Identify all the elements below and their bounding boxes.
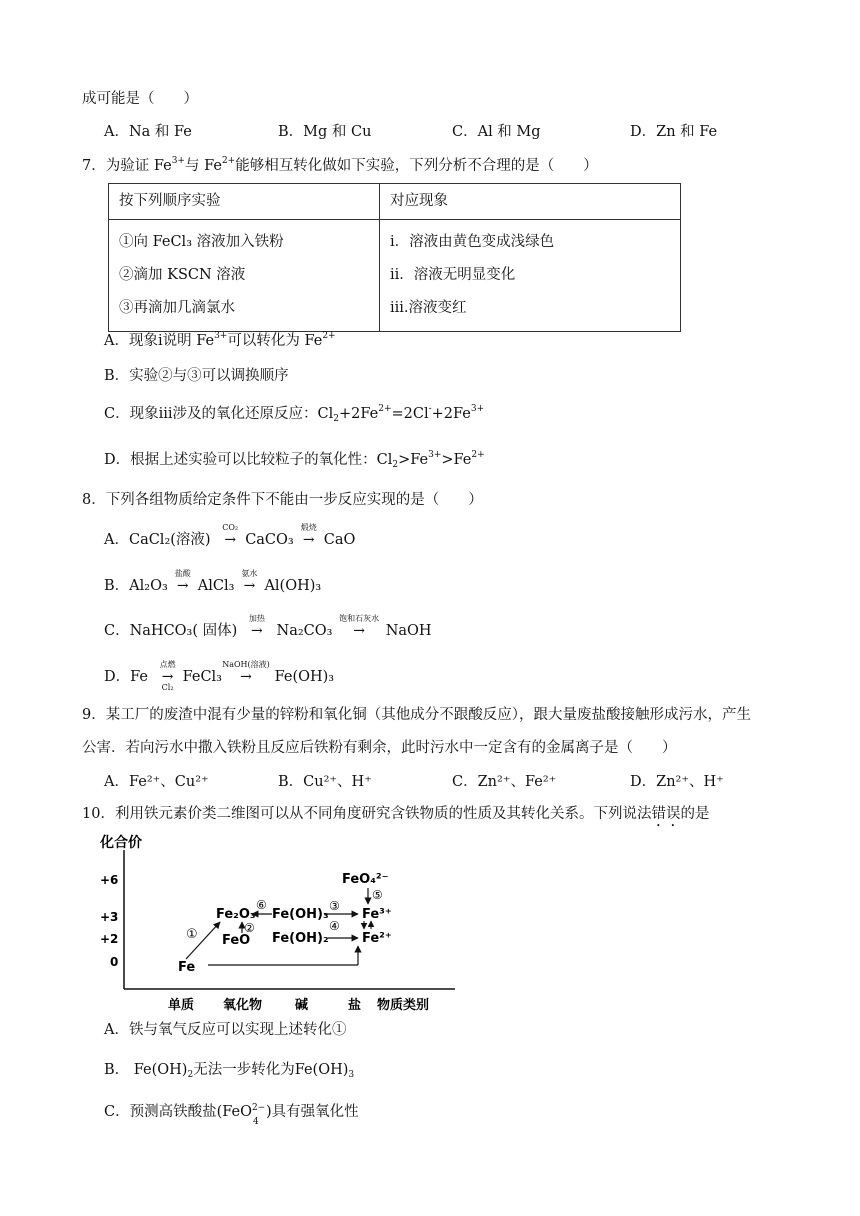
q6-option-a: A．Na 和 Fe bbox=[104, 124, 192, 140]
q8-option-c: C．NaHCO₃( 固体) 加热 → Na₂CO₃ 饱和石灰水 → NaOH bbox=[104, 614, 432, 639]
reaction-arrow: 点燃 → Cl₂ bbox=[159, 660, 176, 692]
species-ferrate: FeO₄²⁻ bbox=[342, 872, 389, 887]
species-fe2o3: Fe₂O₃ bbox=[216, 907, 256, 922]
q8-option-a: A．CaCl₂(溶液) CO₂ → CaCO₃ 煅烧 → CaO bbox=[104, 523, 356, 548]
species-feo: FeO bbox=[222, 933, 251, 948]
q6-option-c: C．Al 和 Mg bbox=[452, 124, 541, 140]
x-axis-title: 物质类别 bbox=[377, 998, 430, 1013]
q8-option-d: D．Fe 点燃 → Cl₂ FeCl₃ NaOH(溶液) → Fe(OH)₃ bbox=[104, 660, 335, 692]
q7-option-b: B．实验②与③可以调换顺序 bbox=[104, 368, 289, 384]
xcat-base: 碱 bbox=[295, 998, 309, 1013]
q7-option-d: D．根据上述实验可以比较粒子的氧化性：$Cl_2>Fe^{3+}>Fe^{2+}$ bbox=[104, 450, 485, 470]
mark-5: ⑤ bbox=[372, 888, 383, 902]
iron-valence-class-diagram bbox=[100, 832, 460, 1014]
reaction-arrow: CO₂ → bbox=[222, 523, 239, 548]
q10-option-c: C．预测高铁酸盐(FeO 2− 4 )具有强氧化性 bbox=[104, 1103, 359, 1127]
q8-stem: 8．下列各组物质给定条件下不能由一步反应实现的是（ ） bbox=[82, 492, 483, 508]
species-fe: Fe bbox=[178, 960, 196, 975]
xcat-salt: 盐 bbox=[348, 998, 362, 1013]
mark-1: ① bbox=[186, 927, 198, 942]
table-header-experiment: 按下列顺序实验 bbox=[109, 184, 380, 220]
q9-option-c: C．Zn²⁺、Fe²⁺ bbox=[452, 774, 557, 790]
continued-question-text: 成可能是（ ） bbox=[82, 91, 198, 107]
q6-option-b: B．Mg 和 Cu bbox=[278, 124, 372, 140]
q7-option-a: A．现象ⅰ说明 $Fe^{3+}$可以转化为 $Fe^{2+}$ bbox=[104, 331, 336, 349]
species-fe3-ion: Fe³⁺ bbox=[362, 907, 392, 922]
q9-option-b: B．Cu²⁺、H⁺ bbox=[278, 774, 372, 790]
phenomenon-1: ⅰ．溶液由黄色变成浅绿色 bbox=[390, 234, 555, 250]
xcat-element: 单质 bbox=[168, 998, 195, 1013]
phenomenon-3: iii.溶液变红 bbox=[390, 300, 467, 316]
table-cell-phenomena bbox=[380, 220, 681, 332]
q8-option-b: B．Al₂O₃ 盐酸 → AlCl₃ 氨水 → Al(OH)₃ bbox=[104, 569, 322, 594]
species-feoh3: Fe(OH)₃ bbox=[272, 907, 329, 922]
reaction-arrow: 盐酸 → bbox=[174, 569, 191, 594]
q10-option-a: A．铁与氧气反应可以实现上述转化① bbox=[104, 1022, 347, 1038]
reaction-arrow: NaOH(溶液) → bbox=[222, 660, 270, 685]
species-fe2-ion: Fe²⁺ bbox=[362, 931, 392, 946]
reaction-arrow: 氨水 → bbox=[241, 569, 258, 594]
mark-3: ③ bbox=[329, 899, 340, 913]
ytick-2: +2 bbox=[100, 932, 119, 946]
step-2: ②滴加 KSCN 溶液 bbox=[119, 267, 246, 283]
reaction-arrow: 饱和石灰水 → bbox=[339, 614, 380, 639]
mark-4: ④ bbox=[329, 919, 340, 933]
q10-stem: 10．利用铁元素价类二维图可以从不同角度研究含铁物质的性质及其转化关系。下列说法错误的是 bbox=[82, 806, 710, 822]
phenomenon-2: ⅱ．溶液无明显变化 bbox=[390, 267, 516, 283]
y-axis-title: 化合价 bbox=[100, 835, 142, 851]
step-3: ③再滴加几滴氯水 bbox=[119, 300, 235, 316]
reaction-arrow: 煅烧 → bbox=[300, 523, 317, 548]
q9-stem-line2: 公害．若向污水中撒入铁粉且反应后铁粉有剩余，此时污水中一定含有的金属离子是（ ） bbox=[82, 740, 677, 756]
table-header-phenomenon: 对应现象 bbox=[380, 184, 681, 220]
q7-experiment-table bbox=[108, 183, 681, 332]
ytick-3: +3 bbox=[100, 910, 119, 924]
q7-stem: 7．为验证 $Fe^{3+}$与 $Fe^{2+}$能够相互转化做如下实验，下列分析不合理的是（ ） bbox=[82, 156, 598, 174]
table-cell-steps bbox=[109, 220, 380, 332]
q7-option-c: C．现象iii涉及的氧化还原反应：$Cl_2+2Fe^{2+}=2Cl^-+2Fe^{3+}$ bbox=[104, 404, 485, 424]
q9-option-d: D．Zn²⁺、H⁺ bbox=[630, 774, 724, 790]
mark-2: ② bbox=[244, 921, 255, 935]
species-feoh2: Fe(OH)₂ bbox=[272, 931, 329, 946]
mark-6: ⑥ bbox=[256, 898, 267, 912]
ytick-6: +6 bbox=[100, 873, 119, 887]
q9-stem-line1: 9．某工厂的废渣中混有少量的锌粉和氧化铜（其他成分不跟酸反应），跟大量废盐酸接触形成污水，产生 bbox=[82, 707, 751, 723]
q10-option-b: B． $Fe(OH)_2$无法一步转化为$Fe(OH)_3$ bbox=[104, 1062, 355, 1080]
reaction-arrow: 加热 → bbox=[248, 614, 265, 639]
step-1: ①向 FeCl₃ 溶液加入铁粉 bbox=[119, 234, 284, 250]
ytick-0: 0 bbox=[110, 955, 119, 969]
q9-option-a: A．Fe²⁺、Cu²⁺ bbox=[104, 774, 209, 790]
xcat-oxide: 氧化物 bbox=[223, 998, 263, 1013]
q6-option-d: D．Zn 和 Fe bbox=[630, 124, 718, 140]
